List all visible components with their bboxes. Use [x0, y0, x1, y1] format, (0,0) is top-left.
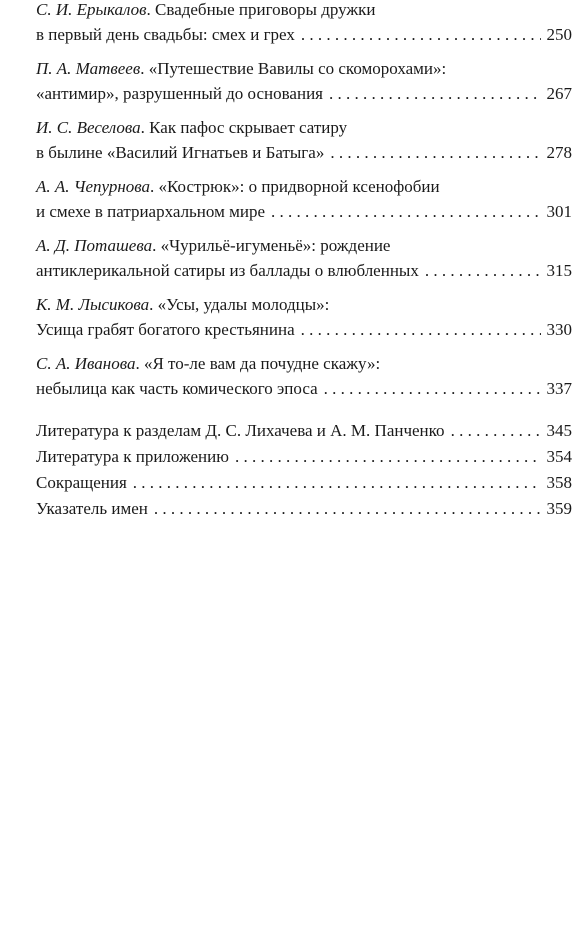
toc-appendix-page: 354: [546, 447, 572, 466]
toc-entry-last-line: [36, 258, 572, 283]
toc-entry: [36, 115, 572, 165]
toc-entry-page: 315: [546, 261, 572, 280]
toc-appendix-page: 358: [546, 473, 572, 492]
toc-entry-first-line: И. С. Веселова. Как пафос скрывает сатиру: [36, 118, 348, 137]
toc-entry-author: И. С. Веселова: [36, 118, 141, 137]
toc-entry-first-line: А. А. Чепурнова. «Кострюк»: о придворной ксенофобии: [36, 177, 440, 196]
toc-entry: [36, 292, 572, 342]
toc-appendix-line: [36, 418, 572, 443]
toc-entry-author: К. М. Лысикова: [36, 295, 150, 314]
toc-appendix-page: 345: [546, 421, 572, 440]
toc-entry-page: 301: [546, 202, 572, 221]
toc-entry-title-line2: в былине «Василий Игнатьев и Батыга»: [36, 143, 325, 162]
toc-entry-title-line2: Усища грабят богатого крестьянина: [36, 320, 295, 339]
leader-dots: [329, 81, 541, 106]
toc-appendix-entry: [36, 418, 572, 443]
toc-entry-page: 330: [546, 320, 572, 339]
toc-entry-title-line1: «Я то-ле вам да почудне скажу»:: [143, 354, 381, 373]
toc-appendix-title: Указатель имен: [36, 499, 148, 518]
toc-entry-last-line: [36, 199, 572, 224]
toc-entry-title-line2: и смехе в патриархальном мире: [36, 202, 265, 221]
toc-entry-page: 267: [546, 84, 572, 103]
toc-entry-author: А. А. Чепурнова: [36, 177, 151, 196]
toc-entry-last-line: [36, 22, 572, 47]
toc-entry-first-line: А. Д. Поташева. «Чурильё-игуменьё»: рождение: [36, 236, 391, 255]
toc-entry-last-line: [36, 317, 572, 342]
toc-appendix-title: Сокращения: [36, 473, 127, 492]
toc-appendix-entry: [36, 470, 572, 495]
toc-entry-title-line1: Свадебные приговоры дружки: [155, 0, 376, 19]
leader-dots: [451, 418, 541, 443]
toc-entries: [36, 0, 572, 401]
leader-dots: [425, 258, 541, 283]
toc-entry: [36, 233, 572, 283]
toc-entry-title-line2: антиклерикальной сатиры из баллады о влюбленных: [36, 261, 419, 280]
toc-entry-page: 250: [546, 25, 572, 44]
toc-entry-first-line: К. М. Лысикова. «Усы, удалы молодцы»:: [36, 295, 330, 314]
toc-entry-first-line: С. И. Ерыкалов. Свадебные приговоры дружки: [36, 0, 376, 19]
toc-entry-last-line: [36, 140, 572, 165]
toc-entry-first-line: С. А. Иванова. «Я то-ле вам да почудне скажу»:: [36, 354, 381, 373]
toc-entry-first-line: П. А. Матвеев. «Путешествие Вавилы со скоморохами»:: [36, 59, 447, 78]
table-of-contents: [36, 0, 572, 522]
toc-entry-last-line: [36, 81, 572, 106]
toc-appendix-title: Литература к разделам Д. С. Лихачева и А. М. Панченко: [36, 421, 445, 440]
toc-appendix: [36, 418, 572, 521]
toc-appendix-line: [36, 444, 572, 469]
toc-entry: [36, 56, 572, 106]
toc-entry-page: 278: [546, 143, 572, 162]
toc-entry-last-line: [36, 376, 572, 401]
toc-appendix-line: [36, 470, 572, 495]
leader-dots: [154, 496, 541, 521]
leader-dots: [301, 22, 541, 47]
toc-entry: [36, 0, 572, 47]
toc-entry-title-line1: «Кострюк»: о придворной ксенофобии: [158, 177, 440, 196]
toc-entry-author: А. Д. Поташева: [36, 236, 153, 255]
leader-dots: [271, 199, 541, 224]
toc-entry: [36, 174, 572, 224]
toc-appendix-page: 359: [546, 499, 572, 518]
toc-entry-author: С. И. Ерыкалов: [36, 0, 147, 19]
toc-entry: [36, 351, 572, 401]
leader-dots: [133, 470, 541, 495]
toc-entry-page: 337: [546, 379, 572, 398]
toc-entry-title-line1: «Усы, удалы молодцы»:: [157, 295, 330, 314]
leader-dots: [235, 444, 541, 469]
leader-dots: [301, 317, 541, 342]
toc-appendix-entry: [36, 444, 572, 469]
toc-entry-title-line1: «Чурильё-игуменьё»: рождение: [160, 236, 391, 255]
toc-entry-author: П. А. Матвеев: [36, 59, 141, 78]
toc-entry-title-line1: Как пафос скрывает сатиру: [149, 118, 348, 137]
toc-entry-title-line2: в первый день свадьбы: смех и грех: [36, 25, 295, 44]
toc-entry-title-line2: «антимир», разрушенный до основания: [36, 84, 323, 103]
toc-appendix-entry: [36, 496, 572, 521]
toc-appendix-line: [36, 496, 572, 521]
toc-entry-title-line2: небылица как часть комического эпоса: [36, 379, 318, 398]
leader-dots: [330, 140, 540, 165]
toc-entry-author: С. А. Иванова: [36, 354, 136, 373]
leader-dots: [324, 376, 541, 401]
toc-entry-title-line1: «Путешествие Вавилы со скоморохами»:: [148, 59, 447, 78]
toc-appendix-title: Литература к приложению: [36, 447, 229, 466]
